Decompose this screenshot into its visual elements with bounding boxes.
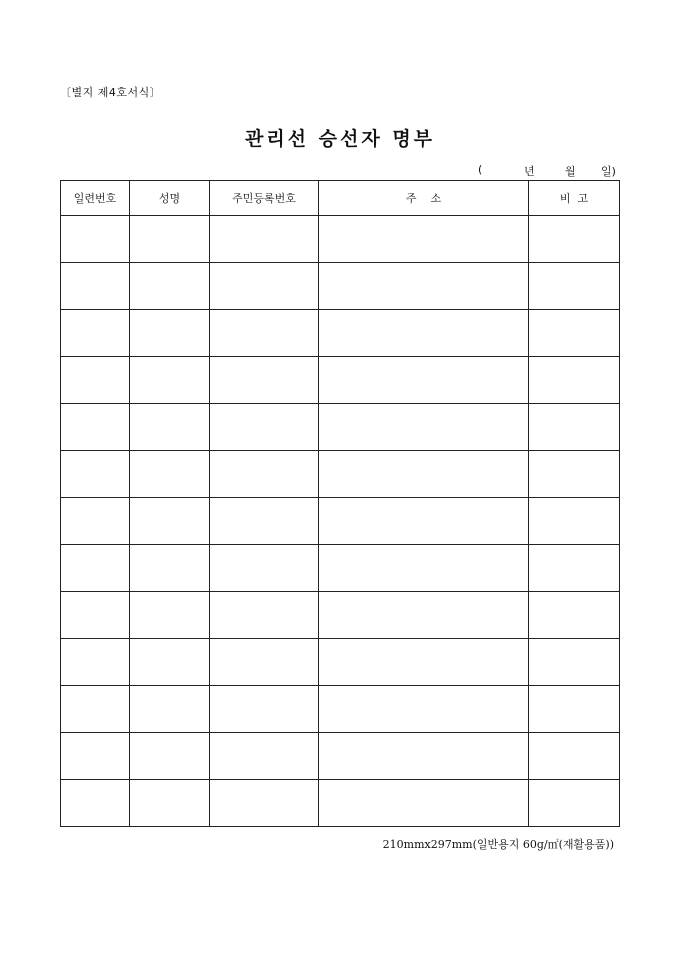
serial-number-cell[interactable] bbox=[61, 263, 130, 310]
address-cell[interactable] bbox=[319, 545, 529, 592]
serial-number-cell[interactable] bbox=[61, 686, 130, 733]
table-row bbox=[61, 216, 620, 263]
serial-number-cell[interactable] bbox=[61, 310, 130, 357]
name-cell[interactable] bbox=[130, 545, 210, 592]
name-cell[interactable] bbox=[130, 686, 210, 733]
serial-number-cell[interactable] bbox=[61, 451, 130, 498]
table-row bbox=[61, 451, 620, 498]
address-cell[interactable] bbox=[319, 310, 529, 357]
name-cell[interactable] bbox=[130, 263, 210, 310]
name-cell[interactable] bbox=[130, 639, 210, 686]
remarks-cell[interactable] bbox=[529, 545, 620, 592]
table-row bbox=[61, 310, 620, 357]
name-cell[interactable] bbox=[130, 733, 210, 780]
resident-number-cell[interactable] bbox=[210, 357, 319, 404]
address-cell[interactable] bbox=[319, 733, 529, 780]
table-row bbox=[61, 733, 620, 780]
table-row bbox=[61, 263, 620, 310]
name-cell[interactable] bbox=[130, 404, 210, 451]
resident-number-cell[interactable] bbox=[210, 686, 319, 733]
remarks-cell[interactable] bbox=[529, 498, 620, 545]
date-year-label: 년 bbox=[524, 165, 535, 178]
remarks-cell[interactable] bbox=[529, 310, 620, 357]
remarks-cell[interactable] bbox=[529, 216, 620, 263]
resident-number-cell[interactable] bbox=[210, 263, 319, 310]
resident-number-cell[interactable] bbox=[210, 733, 319, 780]
table-row bbox=[61, 780, 620, 827]
date-month-label: 월 bbox=[565, 165, 576, 178]
address-cell[interactable] bbox=[319, 357, 529, 404]
serial-number-cell[interactable] bbox=[61, 216, 130, 263]
remarks-cell[interactable] bbox=[529, 780, 620, 827]
form-number-label: 〔별지 제4호서식〕 bbox=[60, 86, 162, 99]
passenger-roster-table bbox=[60, 180, 620, 827]
table-row bbox=[61, 357, 620, 404]
name-cell[interactable] bbox=[130, 592, 210, 639]
name-cell[interactable] bbox=[130, 216, 210, 263]
serial-number-cell[interactable] bbox=[61, 357, 130, 404]
address-cell[interactable] bbox=[319, 780, 529, 827]
serial-number-cell[interactable] bbox=[61, 733, 130, 780]
header-address: 주 소 bbox=[319, 181, 529, 216]
date-open-paren: ( bbox=[478, 163, 483, 176]
header-remarks: 비 고 bbox=[529, 181, 620, 216]
table-row bbox=[61, 686, 620, 733]
name-cell[interactable] bbox=[130, 357, 210, 404]
remarks-cell[interactable] bbox=[529, 451, 620, 498]
remarks-cell[interactable] bbox=[529, 357, 620, 404]
resident-number-cell[interactable] bbox=[210, 216, 319, 263]
header-name: 성명 bbox=[130, 181, 210, 216]
header-resident-number: 주민등록번호 bbox=[210, 181, 319, 216]
resident-number-cell[interactable] bbox=[210, 498, 319, 545]
paper-spec-note: 210mmx297mm(일반용지 60g/㎡(재활용품)) bbox=[382, 838, 614, 851]
remarks-cell[interactable] bbox=[529, 639, 620, 686]
date-day-label: 일) bbox=[601, 165, 616, 178]
serial-number-cell[interactable] bbox=[61, 639, 130, 686]
address-cell[interactable] bbox=[319, 404, 529, 451]
serial-number-cell[interactable] bbox=[61, 545, 130, 592]
serial-number-cell[interactable] bbox=[61, 498, 130, 545]
table-row bbox=[61, 545, 620, 592]
resident-number-cell[interactable] bbox=[210, 639, 319, 686]
remarks-cell[interactable] bbox=[529, 733, 620, 780]
document-title: 관리선 승선자 명부 bbox=[244, 128, 436, 150]
table-row bbox=[61, 639, 620, 686]
resident-number-cell[interactable] bbox=[210, 451, 319, 498]
resident-number-cell[interactable] bbox=[210, 545, 319, 592]
resident-number-cell[interactable] bbox=[210, 310, 319, 357]
header-serial-number: 일련번호 bbox=[61, 181, 130, 216]
name-cell[interactable] bbox=[130, 310, 210, 357]
table-header-row bbox=[61, 181, 620, 216]
resident-number-cell[interactable] bbox=[210, 404, 319, 451]
remarks-cell[interactable] bbox=[529, 263, 620, 310]
table-body bbox=[61, 216, 620, 827]
address-cell[interactable] bbox=[319, 498, 529, 545]
remarks-cell[interactable] bbox=[529, 686, 620, 733]
address-cell[interactable] bbox=[319, 686, 529, 733]
name-cell[interactable] bbox=[130, 780, 210, 827]
address-cell[interactable] bbox=[319, 263, 529, 310]
address-cell[interactable] bbox=[319, 592, 529, 639]
resident-number-cell[interactable] bbox=[210, 780, 319, 827]
address-cell[interactable] bbox=[319, 451, 529, 498]
resident-number-cell[interactable] bbox=[210, 592, 319, 639]
table-row bbox=[61, 404, 620, 451]
serial-number-cell[interactable] bbox=[61, 592, 130, 639]
name-cell[interactable] bbox=[130, 451, 210, 498]
table-row bbox=[61, 592, 620, 639]
table-row bbox=[61, 498, 620, 545]
serial-number-cell[interactable] bbox=[61, 404, 130, 451]
remarks-cell[interactable] bbox=[529, 592, 620, 639]
address-cell[interactable] bbox=[319, 639, 529, 686]
remarks-cell[interactable] bbox=[529, 404, 620, 451]
address-cell[interactable] bbox=[319, 216, 529, 263]
name-cell[interactable] bbox=[130, 498, 210, 545]
serial-number-cell[interactable] bbox=[61, 780, 130, 827]
